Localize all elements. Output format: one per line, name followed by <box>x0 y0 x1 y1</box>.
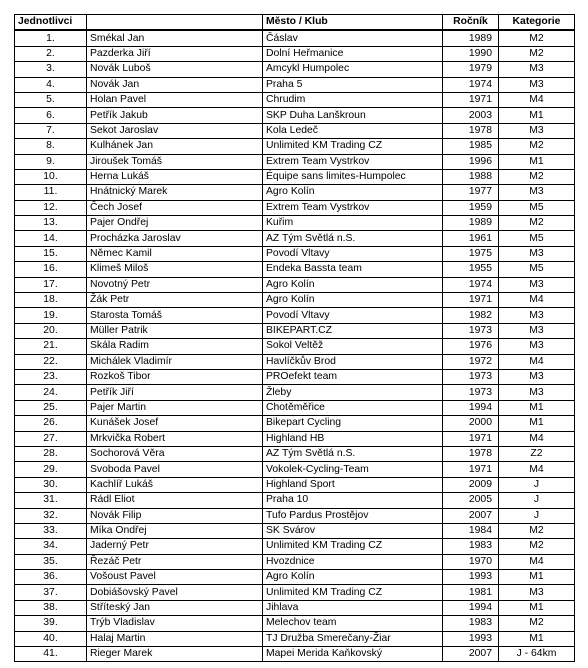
table-row <box>15 369 575 384</box>
table-row <box>15 585 575 600</box>
category-cell: M1 <box>499 570 575 585</box>
results-body <box>15 30 575 662</box>
rank-cell: 1. <box>15 30 87 46</box>
name-cell: Vošoust Pavel <box>87 570 263 585</box>
year-cell: 1990 <box>443 46 499 61</box>
name-cell: Halaj Martin <box>87 631 263 646</box>
table-row <box>15 431 575 446</box>
rank-cell: 19. <box>15 308 87 323</box>
rank-cell: 8. <box>15 139 87 154</box>
table-row <box>15 108 575 123</box>
club-cell: Agro Kolín <box>263 570 443 585</box>
club-cell: Vokolek-Cycling-Team <box>263 462 443 477</box>
year-cell: 1971 <box>443 92 499 107</box>
name-cell: Novák Jan <box>87 77 263 92</box>
table-row <box>15 62 575 77</box>
category-cell: M4 <box>499 354 575 369</box>
name-cell: Skála Radim <box>87 339 263 354</box>
header-name <box>87 15 263 31</box>
club-cell: PROefekt team <box>263 369 443 384</box>
category-cell: M4 <box>499 431 575 446</box>
table-row <box>15 600 575 615</box>
club-cell: Équipe sans limites-Humpolec <box>263 169 443 184</box>
table-row <box>15 570 575 585</box>
table-row <box>15 354 575 369</box>
name-cell: Mrkvička Robert <box>87 431 263 446</box>
category-cell: M3 <box>499 308 575 323</box>
year-cell: 2003 <box>443 108 499 123</box>
category-cell: M2 <box>499 46 575 61</box>
club-cell: BIKEPART.CZ <box>263 323 443 338</box>
table-row <box>15 185 575 200</box>
club-cell: Extrem Team Vystrkov <box>263 200 443 215</box>
category-cell: M4 <box>499 293 575 308</box>
club-cell: Tufo Pardus Prostějov <box>263 508 443 523</box>
category-cell: M3 <box>499 185 575 200</box>
header-row <box>15 15 575 31</box>
table-row <box>15 231 575 246</box>
name-cell: Jaderný Petr <box>87 539 263 554</box>
category-cell: M3 <box>499 77 575 92</box>
table-row <box>15 554 575 569</box>
name-cell: Müller Patrik <box>87 323 263 338</box>
year-cell: 2007 <box>443 508 499 523</box>
club-cell: Praha 10 <box>263 493 443 508</box>
category-cell: M5 <box>499 200 575 215</box>
table-row <box>15 385 575 400</box>
club-cell: Jihlava <box>263 600 443 615</box>
category-cell: J <box>499 508 575 523</box>
name-cell: Kulhánek Jan <box>87 139 263 154</box>
rank-cell: 5. <box>15 92 87 107</box>
club-cell: Agro Kolín <box>263 185 443 200</box>
category-cell: J <box>499 493 575 508</box>
name-cell: Dobiášovský Pavel <box>87 585 263 600</box>
club-cell: Chrudim <box>263 92 443 107</box>
rank-cell: 28. <box>15 446 87 461</box>
category-cell: M1 <box>499 416 575 431</box>
club-cell: Praha 5 <box>263 77 443 92</box>
category-cell: M1 <box>499 154 575 169</box>
rank-cell: 31. <box>15 493 87 508</box>
rank-cell: 22. <box>15 354 87 369</box>
table-row <box>15 77 575 92</box>
year-cell: 2005 <box>443 493 499 508</box>
year-cell: 1983 <box>443 539 499 554</box>
name-cell: Žák Petr <box>87 293 263 308</box>
club-cell: Kola Ledeč <box>263 123 443 138</box>
club-cell: Čáslav <box>263 30 443 46</box>
year-cell: 1979 <box>443 62 499 77</box>
name-cell: Starosta Tomáš <box>87 308 263 323</box>
rank-cell: 25. <box>15 400 87 415</box>
table-row <box>15 493 575 508</box>
rank-cell: 37. <box>15 585 87 600</box>
club-cell: Melechov team <box>263 616 443 631</box>
club-cell: Unlimited KM Trading CZ <box>263 139 443 154</box>
rank-cell: 13. <box>15 216 87 231</box>
rank-cell: 11. <box>15 185 87 200</box>
table-row <box>15 308 575 323</box>
category-cell: M2 <box>499 539 575 554</box>
table-row <box>15 246 575 261</box>
header-kategorie: Kategorie <box>499 15 575 31</box>
table-row <box>15 323 575 338</box>
table-row <box>15 154 575 169</box>
name-cell: Jiroušek Tomáš <box>87 154 263 169</box>
rank-cell: 34. <box>15 539 87 554</box>
table-row <box>15 293 575 308</box>
rank-cell: 15. <box>15 246 87 261</box>
rank-cell: 14. <box>15 231 87 246</box>
club-cell: SKP Duha Lanškroun <box>263 108 443 123</box>
rank-cell: 6. <box>15 108 87 123</box>
rank-cell: 35. <box>15 554 87 569</box>
rank-cell: 9. <box>15 154 87 169</box>
year-cell: 1984 <box>443 523 499 538</box>
name-cell: Hnátnický Marek <box>87 185 263 200</box>
name-cell: Čech Josef <box>87 200 263 215</box>
year-cell: 1985 <box>443 139 499 154</box>
year-cell: 1983 <box>443 616 499 631</box>
club-cell: Hvozdnice <box>263 554 443 569</box>
name-cell: Stříteský Jan <box>87 600 263 615</box>
rank-cell: 32. <box>15 508 87 523</box>
club-cell: Unlimited KM Trading CZ <box>263 585 443 600</box>
rank-cell: 2. <box>15 46 87 61</box>
year-cell: 1978 <box>443 123 499 138</box>
year-cell: 1959 <box>443 200 499 215</box>
category-cell: M4 <box>499 462 575 477</box>
name-cell: Míka Ondřej <box>87 523 263 538</box>
club-cell: Agro Kolín <box>263 277 443 292</box>
category-cell: M3 <box>499 62 575 77</box>
year-cell: 1973 <box>443 323 499 338</box>
name-cell: Novák Luboš <box>87 62 263 77</box>
name-cell: Řezáč Petr <box>87 554 263 569</box>
year-cell: 1981 <box>443 585 499 600</box>
club-cell: Agro Kolín <box>263 293 443 308</box>
category-cell: M2 <box>499 169 575 184</box>
club-cell: Povodí Vltavy <box>263 308 443 323</box>
name-cell: Procházka Jaroslav <box>87 231 263 246</box>
rank-cell: 16. <box>15 262 87 277</box>
rank-cell: 17. <box>15 277 87 292</box>
table-row <box>15 169 575 184</box>
year-cell: 1978 <box>443 446 499 461</box>
year-cell: 1973 <box>443 369 499 384</box>
club-cell: AZ Tým Světlá n.S. <box>263 231 443 246</box>
club-cell: Dolní Heřmanice <box>263 46 443 61</box>
year-cell: 1971 <box>443 293 499 308</box>
year-cell: 1970 <box>443 554 499 569</box>
name-cell: Petřík Jakub <box>87 108 263 123</box>
header-mesto-klub: Město / Klub <box>263 15 443 31</box>
name-cell: Pajer Martin <box>87 400 263 415</box>
name-cell: Kunášek Josef <box>87 416 263 431</box>
table-row <box>15 216 575 231</box>
name-cell: Novotný Petr <box>87 277 263 292</box>
year-cell: 1994 <box>443 400 499 415</box>
name-cell: Trýb Vladislav <box>87 616 263 631</box>
year-cell: 1988 <box>443 169 499 184</box>
name-cell: Petřík Jiří <box>87 385 263 400</box>
name-cell: Holan Pavel <box>87 92 263 107</box>
category-cell: M3 <box>499 585 575 600</box>
club-cell: Mapei Merida Kaňkovský <box>263 647 443 662</box>
year-cell: 1996 <box>443 154 499 169</box>
category-cell: M1 <box>499 600 575 615</box>
rank-cell: 39. <box>15 616 87 631</box>
name-cell: Novák Filip <box>87 508 263 523</box>
table-row <box>15 30 575 46</box>
year-cell: 1971 <box>443 462 499 477</box>
year-cell: 1955 <box>443 262 499 277</box>
category-cell: M2 <box>499 616 575 631</box>
year-cell: 2009 <box>443 477 499 492</box>
category-cell: Z2 <box>499 446 575 461</box>
club-cell: Žleby <box>263 385 443 400</box>
name-cell: Sekot Jaroslav <box>87 123 263 138</box>
name-cell: Němec Kamil <box>87 246 263 261</box>
year-cell: 1971 <box>443 431 499 446</box>
table-row <box>15 123 575 138</box>
category-cell: M1 <box>499 631 575 646</box>
category-cell: M1 <box>499 400 575 415</box>
club-cell: Bikepart Cycling <box>263 416 443 431</box>
club-cell: AZ Tým Světlá n.S. <box>263 446 443 461</box>
rank-cell: 26. <box>15 416 87 431</box>
name-cell: Rádl Eliot <box>87 493 263 508</box>
year-cell: 1977 <box>443 185 499 200</box>
year-cell: 1961 <box>443 231 499 246</box>
category-cell: M3 <box>499 246 575 261</box>
rank-cell: 20. <box>15 323 87 338</box>
category-cell: M3 <box>499 339 575 354</box>
club-cell: Chotěměřice <box>263 400 443 415</box>
rank-cell: 29. <box>15 462 87 477</box>
category-cell: M1 <box>499 108 575 123</box>
table-row <box>15 446 575 461</box>
table-row <box>15 477 575 492</box>
rank-cell: 10. <box>15 169 87 184</box>
club-cell: Highland HB <box>263 431 443 446</box>
rank-cell: 30. <box>15 477 87 492</box>
rank-cell: 23. <box>15 369 87 384</box>
category-cell: M5 <box>499 262 575 277</box>
table-row <box>15 416 575 431</box>
rank-cell: 33. <box>15 523 87 538</box>
header-jednotlivci: Jednotlivci <box>15 15 87 31</box>
category-cell: M2 <box>499 139 575 154</box>
year-cell: 1993 <box>443 570 499 585</box>
category-cell: M2 <box>499 216 575 231</box>
rank-cell: 27. <box>15 431 87 446</box>
category-cell: M2 <box>499 523 575 538</box>
year-cell: 1989 <box>443 216 499 231</box>
table-row <box>15 539 575 554</box>
rank-cell: 36. <box>15 570 87 585</box>
rank-cell: 12. <box>15 200 87 215</box>
category-cell: M4 <box>499 554 575 569</box>
name-cell: Pazderka Jiří <box>87 46 263 61</box>
category-cell: M3 <box>499 323 575 338</box>
club-cell: Endeka Bassta team <box>263 262 443 277</box>
category-cell: M3 <box>499 123 575 138</box>
year-cell: 1974 <box>443 77 499 92</box>
name-cell: Michálek Vladimír <box>87 354 263 369</box>
category-cell: M2 <box>499 30 575 46</box>
rank-cell: 18. <box>15 293 87 308</box>
year-cell: 1993 <box>443 631 499 646</box>
table-row <box>15 400 575 415</box>
club-cell: Kuřim <box>263 216 443 231</box>
category-cell: M3 <box>499 385 575 400</box>
category-cell: M4 <box>499 92 575 107</box>
club-cell: Highland Sport <box>263 477 443 492</box>
category-cell: J <box>499 477 575 492</box>
year-cell: 1994 <box>443 600 499 615</box>
club-cell: Extrem Team Vystrkov <box>263 154 443 169</box>
name-cell: Smékal Jan <box>87 30 263 46</box>
name-cell: Herna Lukáš <box>87 169 263 184</box>
category-cell: M5 <box>499 231 575 246</box>
year-cell: 1989 <box>443 30 499 46</box>
table-row <box>15 647 575 662</box>
table-row <box>15 616 575 631</box>
table-row <box>15 523 575 538</box>
category-cell: J - 64km <box>499 647 575 662</box>
table-row <box>15 631 575 646</box>
year-cell: 1972 <box>443 354 499 369</box>
table-row <box>15 277 575 292</box>
name-cell: Klimeš Miloš <box>87 262 263 277</box>
table-row <box>15 46 575 61</box>
rank-cell: 21. <box>15 339 87 354</box>
rank-cell: 24. <box>15 385 87 400</box>
club-cell: Havlíčkův Brod <box>263 354 443 369</box>
table-row <box>15 462 575 477</box>
category-cell: M3 <box>499 277 575 292</box>
category-cell: M3 <box>499 369 575 384</box>
rank-cell: 41. <box>15 647 87 662</box>
club-cell: Unlimited KM Trading CZ <box>263 539 443 554</box>
club-cell: Povodí Vltavy <box>263 246 443 261</box>
rank-cell: 7. <box>15 123 87 138</box>
rank-cell: 40. <box>15 631 87 646</box>
year-cell: 1973 <box>443 385 499 400</box>
year-cell: 1974 <box>443 277 499 292</box>
table-row <box>15 92 575 107</box>
results-table <box>14 14 575 662</box>
rank-cell: 3. <box>15 62 87 77</box>
rank-cell: 4. <box>15 77 87 92</box>
club-cell: Sokol Veltěž <box>263 339 443 354</box>
name-cell: Kachlíř Lukáš <box>87 477 263 492</box>
table-row <box>15 339 575 354</box>
club-cell: SK Svárov <box>263 523 443 538</box>
year-cell: 2000 <box>443 416 499 431</box>
table-row <box>15 508 575 523</box>
club-cell: TJ Družba Smerečany-Žiar <box>263 631 443 646</box>
year-cell: 1975 <box>443 246 499 261</box>
rank-cell: 38. <box>15 600 87 615</box>
name-cell: Sochorová Věra <box>87 446 263 461</box>
table-row <box>15 139 575 154</box>
club-cell: Amcykl Humpolec <box>263 62 443 77</box>
name-cell: Svoboda Pavel <box>87 462 263 477</box>
year-cell: 1982 <box>443 308 499 323</box>
name-cell: Rieger Marek <box>87 647 263 662</box>
name-cell: Rozkoš Tibor <box>87 369 263 384</box>
table-row <box>15 262 575 277</box>
table-row <box>15 200 575 215</box>
year-cell: 2007 <box>443 647 499 662</box>
name-cell: Pajer Ondřej <box>87 216 263 231</box>
year-cell: 1976 <box>443 339 499 354</box>
header-rocnik: Ročník <box>443 15 499 31</box>
